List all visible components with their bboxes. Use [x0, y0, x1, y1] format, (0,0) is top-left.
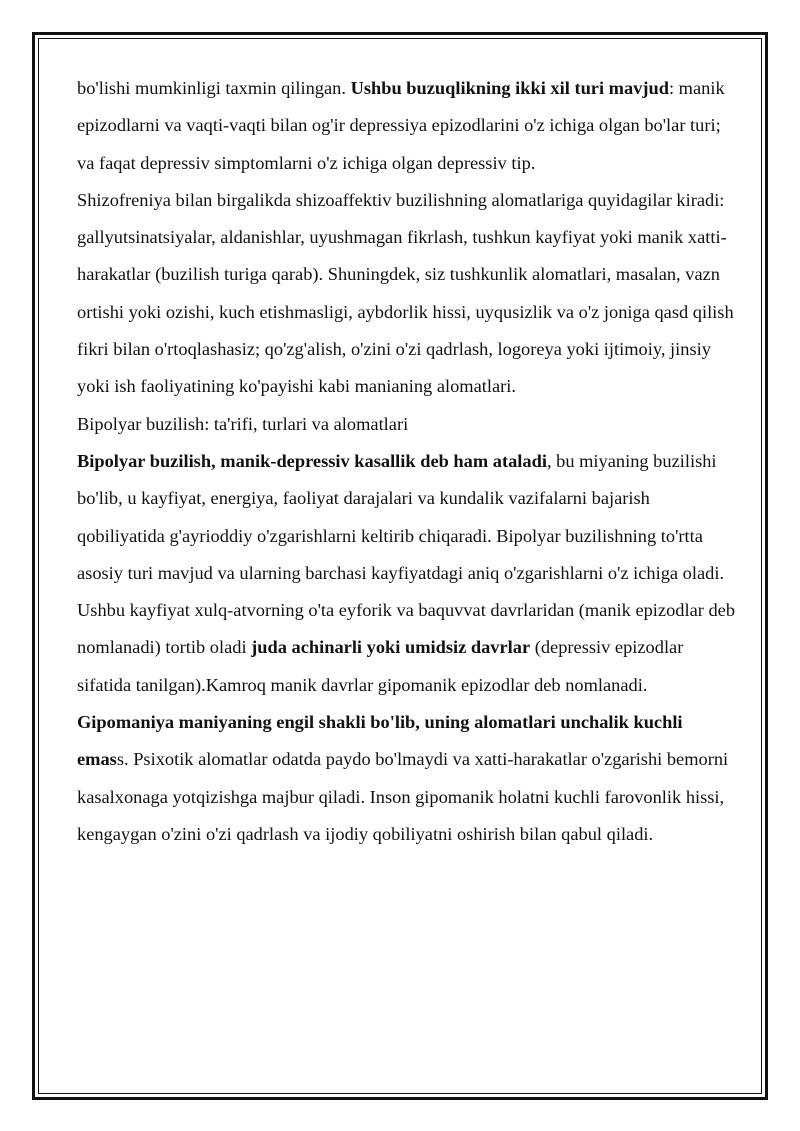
paragraph-kayfiyat-davrlari: [77, 592, 737, 704]
bold-text-run: Bipolyar buzilish, manik-depressiv kasallik deb ham ataladi: [77, 450, 547, 471]
section-heading-bipolyar: [77, 406, 737, 443]
text-run: , bu miyaning buzilishi bo'lib, u kayfiyat, energiya, faoliyat darajalari va kundalik vazifalarni bajarish qobiliyatida g'ayrioddiy o'zgarishlarni keltirib chiqaradi. Bipolyar buzilishning to'rtta asosiy turi mavjud va ularning barchasi kayfiyatdagi aniq o'zgarishlarni o'z ichiga oladi.: [77, 450, 725, 583]
paragraph-buzuqlik-turlari: [77, 70, 737, 182]
bold-text-run: juda achinarli yoki umidsiz davrlar: [251, 637, 531, 658]
text-run: (depressiv epizodlar sifatida tanilgan).Kamroq manik davrlar gipomanik epizodlar deb nomlanadi.: [77, 637, 684, 695]
text-run: Bipolyar buzilish: ta'rifi, turlari va alomatlari: [77, 413, 409, 434]
text-run: : manik epizodlarni va vaqti-vaqti bilan og'ir depressiya epizodlarini o'z ichiga olgan bo'lar turi; va faqat depressiv simptomlarni o'z ichiga olgan depressiv tip.: [77, 78, 725, 173]
paragraph-shizoaffektiv-alomatlar: [77, 182, 737, 406]
bold-text-run: Ushbu buzuqlikning ikki xil turi mavjud: [350, 78, 669, 98]
document-body: [77, 70, 737, 853]
text-run: Ushbu kayfiyat xulq-atvorning o'ta eyforik va baquvvat davrlaridan (manik epizodlar deb nomlanadi) tortib oladi: [77, 600, 736, 658]
bold-text-run: Gipomaniya maniyaning engil shakli bo'lib, uning alomatlari unchalik kuchli emas: [77, 712, 683, 770]
text-run: s. Psixotik alomatlar odatda paydo bo'lmaydi va xatti-harakatlar o'zgarishi bemorni kasalxonaga yotqizishga majbur qiladi. Inson gipomanik holatni kuchli farovonlik hissi, kengaygan o'zini o'zi qadrlash va ijodiy qobiliyatni oshirish bilan qabul qiladi.: [77, 749, 729, 844]
paragraph-gipomaniya: [77, 704, 737, 853]
text-run: bo'lishi mumkinligi taxmin qilingan.: [77, 78, 351, 98]
text-run: Shizofreniya bilan birgalikda shizoaffektiv buzilishning alomatlariga quyidagilar kiradi: gallyutsinatsiyalar, aldanishlar, uyushmagan fikrlash, tushkun kayfiyat yoki manik xatti-harakatlar (buzilish turiga qarab). Shuningdek, siz tushkunlik alomatlari, masalan, vazn ortishi yoki ozishi, kuch etishmasligi, aybdorlik hissi, uyqusizlik va o'z joniga qasd qilish fikri bilan o'rtoqlashasiz; qo'zg'alish, o'zini o'zi qadrlash, logoreya yoki ijtimoiy, jinsiy yoki ish faoliyatining ko'payishi kabi manianing alomatlari.: [77, 189, 734, 397]
paragraph-bipolyar-tarif: [77, 443, 737, 592]
